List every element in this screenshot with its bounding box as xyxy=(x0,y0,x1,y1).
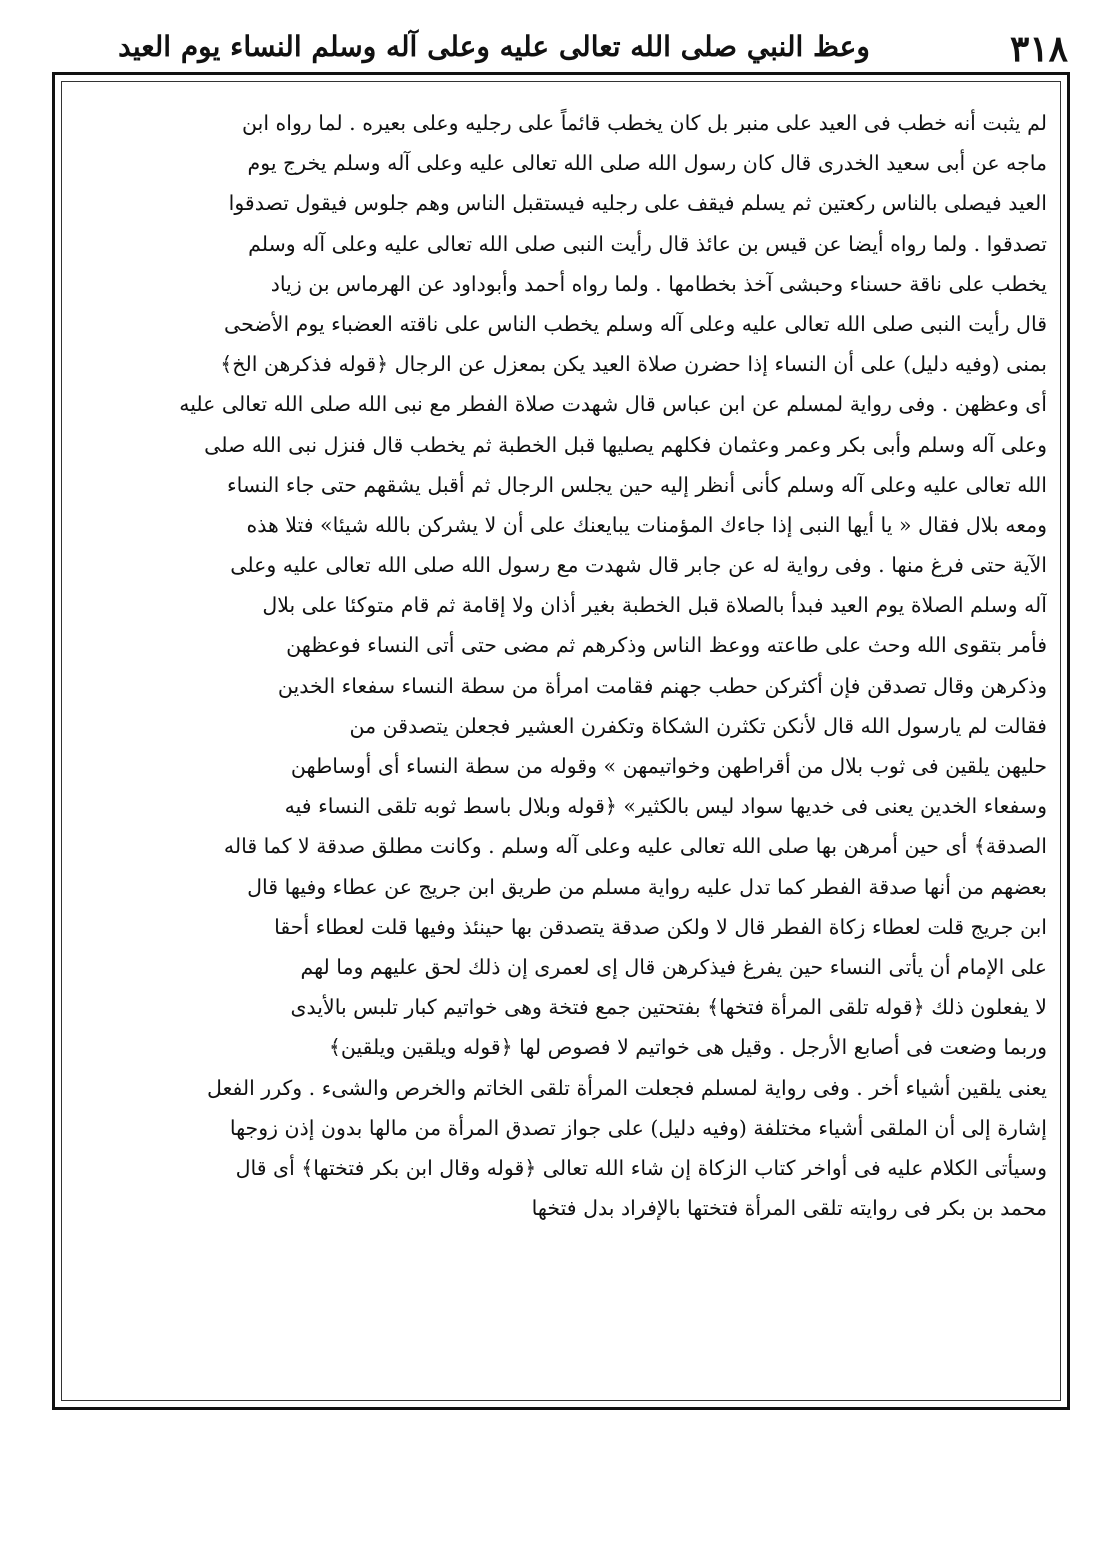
text-line: أى وعظهن . وفى رواية لمسلم عن ابن عباس قال شهدت صلاة الفطر مع نبى الله صلى الله تعالى عليه xyxy=(179,392,1047,417)
text-line: وعلى آله وسلم وأبى بكر وعمر وعثمان فكلهم يصليها قبل الخطبة ثم يخطب قال فنزل نبى الله صلى xyxy=(204,432,1047,457)
text-line: وسيأتى الكلام عليه فى أواخر كتاب الزكاة إن شاء الله تعالى ﴿قوله وقال ابن بكر فتختها﴾ أى قال xyxy=(235,1155,1047,1180)
text-line: يعنى يلقين أشياء أخر . وفى رواية لمسلم فجعلت المرأة تلقى الخاتم والخرص والشىء . وكرر الفعل xyxy=(207,1075,1047,1100)
text-line: وربما وضعت فى أصابع الأرجل . وقيل هى خواتيم لا فصوص لها ﴿قوله ويلقين ويلقين﴾ xyxy=(328,1035,1047,1060)
text-line: إشارة إلى أن الملقى أشياء مختلفة (وفيه دليل) على جواز تصدق المرأة من مالها بدون إذن زوجها xyxy=(229,1115,1047,1140)
text-line: على الإمام أن يأتى النساء حين يفرغ فيذكرهن قال إى لعمرى إن ذلك لحق عليهم وما لهم xyxy=(300,954,1047,979)
body-text xyxy=(93,103,1047,1228)
text-line: فقالت لم يارسول الله قال لأنكن تكثرن الشكاة وتكفرن العشير فجعلن يتصدقن من xyxy=(349,713,1047,738)
text-line: تصدقوا . ولما رواه أيضا عن قيس بن عائذ قال رأيت النبى صلى الله تعالى عليه وعلى آله وسلم xyxy=(248,231,1047,256)
text-line: وسفعاء الخدين يعنى فى خديها سواد ليس بالكثير» ﴿قوله وبلال باسط ثوبه تلقى النساء فيه xyxy=(284,794,1047,819)
text-line: العيد فيصلى بالناس ركعتين ثم يسلم فيقف على رجليه فيستقبل الناس وهم جلوس فيقول تصدقوا xyxy=(228,191,1047,216)
header-title: وعظ النبي صلى الله تعالى عليه وعلى آله وسلم النساء يوم العيد xyxy=(118,29,870,63)
text-line: فأمر بتقوى الله وحث على طاعته ووعظ الناس وذكرهم ثم مضى حتى أتى النساء فوعظهن xyxy=(286,633,1047,658)
text-line: الله تعالى عليه وعلى آله وسلم كأنى أنظر إليه حين يجلس الرجال ثم أقبل يشقهم حتى جاء النساء xyxy=(227,472,1047,497)
text-line: قال رأيت النبى صلى الله تعالى عليه وعلى آله وسلم يخطب الناس على ناقته العضباء يوم الأضحى xyxy=(224,311,1047,336)
text-line: لم يثبت أنه خطب فى العيد على منبر بل كان يخطب قائماً على رجليه وعلى بعيره . لما رواه ابن xyxy=(242,111,1047,135)
page-number: ٣١٨ xyxy=(1009,28,1068,70)
text-line: ماجه عن أبى سعيد الخدرى قال كان رسول الله صلى الله تعالى عليه وعلى آله وسلم يخرج يوم xyxy=(247,151,1047,176)
text-line: محمد بن بكر فى روايته تلقى المرأة فتختها بالإفراد بدل فتخها xyxy=(531,1196,1047,1221)
text-line: ابن جريج قلت لعطاء زكاة الفطر قال لا ولكن صدقة يتصدقن بها حينئذ وفيها قلت لعطاء أحقا xyxy=(274,914,1047,939)
text-frame xyxy=(52,72,1070,1410)
text-line: حليهن يلقين فى ثوب بلال من أقراطهن وخواتيمهن » وقوله من سطة النساء أى أوساطهن xyxy=(290,754,1047,778)
running-header xyxy=(60,20,928,72)
text-line: ومعه بلال فقال « يا أيها النبى إذا جاءك المؤمنات يبايعنك على أن لا يشركن بالله شيئا» فتلا هذه xyxy=(246,512,1047,537)
text-line: الصدقة﴾ أى حين أمرهن بها صلى الله تعالى عليه وعلى آله وسلم . وكانت مطلق صدقة لا كما قاله xyxy=(223,834,1047,859)
text-line: آله وسلم الصلاة يوم العيد فبدأ بالصلاة قبل الخطبة بغير أذان ولا إقامة ثم قام متوكئا على بلال xyxy=(262,593,1047,618)
text-line: الآية حتى فرغ منها . وفى رواية له عن جابر قال شهدت مع رسول الله صلى الله تعالى عليه وعلى xyxy=(230,553,1047,578)
text-line: يخطب على ناقة حسناء وحبشى آخذ بخطامها . ولما رواه أحمد وأبوداود عن الهرماس بن زياد xyxy=(270,271,1047,296)
text-line: وذكرهن وقال تصدقن فإن أكثركن حطب جهنم فقامت امرأة من سطة النساء سفعاء الخدين xyxy=(277,673,1047,698)
text-line: بمنى (وفيه دليل) على أن النساء إذا حضرن صلاة العيد يكن بمعزل عن الرجال ﴿قوله فذكرهن الخ﴾ xyxy=(220,352,1047,377)
text-line: لا يفعلون ذلك ﴿قوله تلقى المرأة فتخها﴾ بفتحتين جمع فتخة وهى خواتيم كبار تلبس بالأيدى xyxy=(290,995,1047,1020)
text-line: بعضهم من أنها صدقة الفطر كما تدل عليه رواية مسلم من طريق ابن جريج عن عطاء وفيها قال xyxy=(247,874,1047,899)
